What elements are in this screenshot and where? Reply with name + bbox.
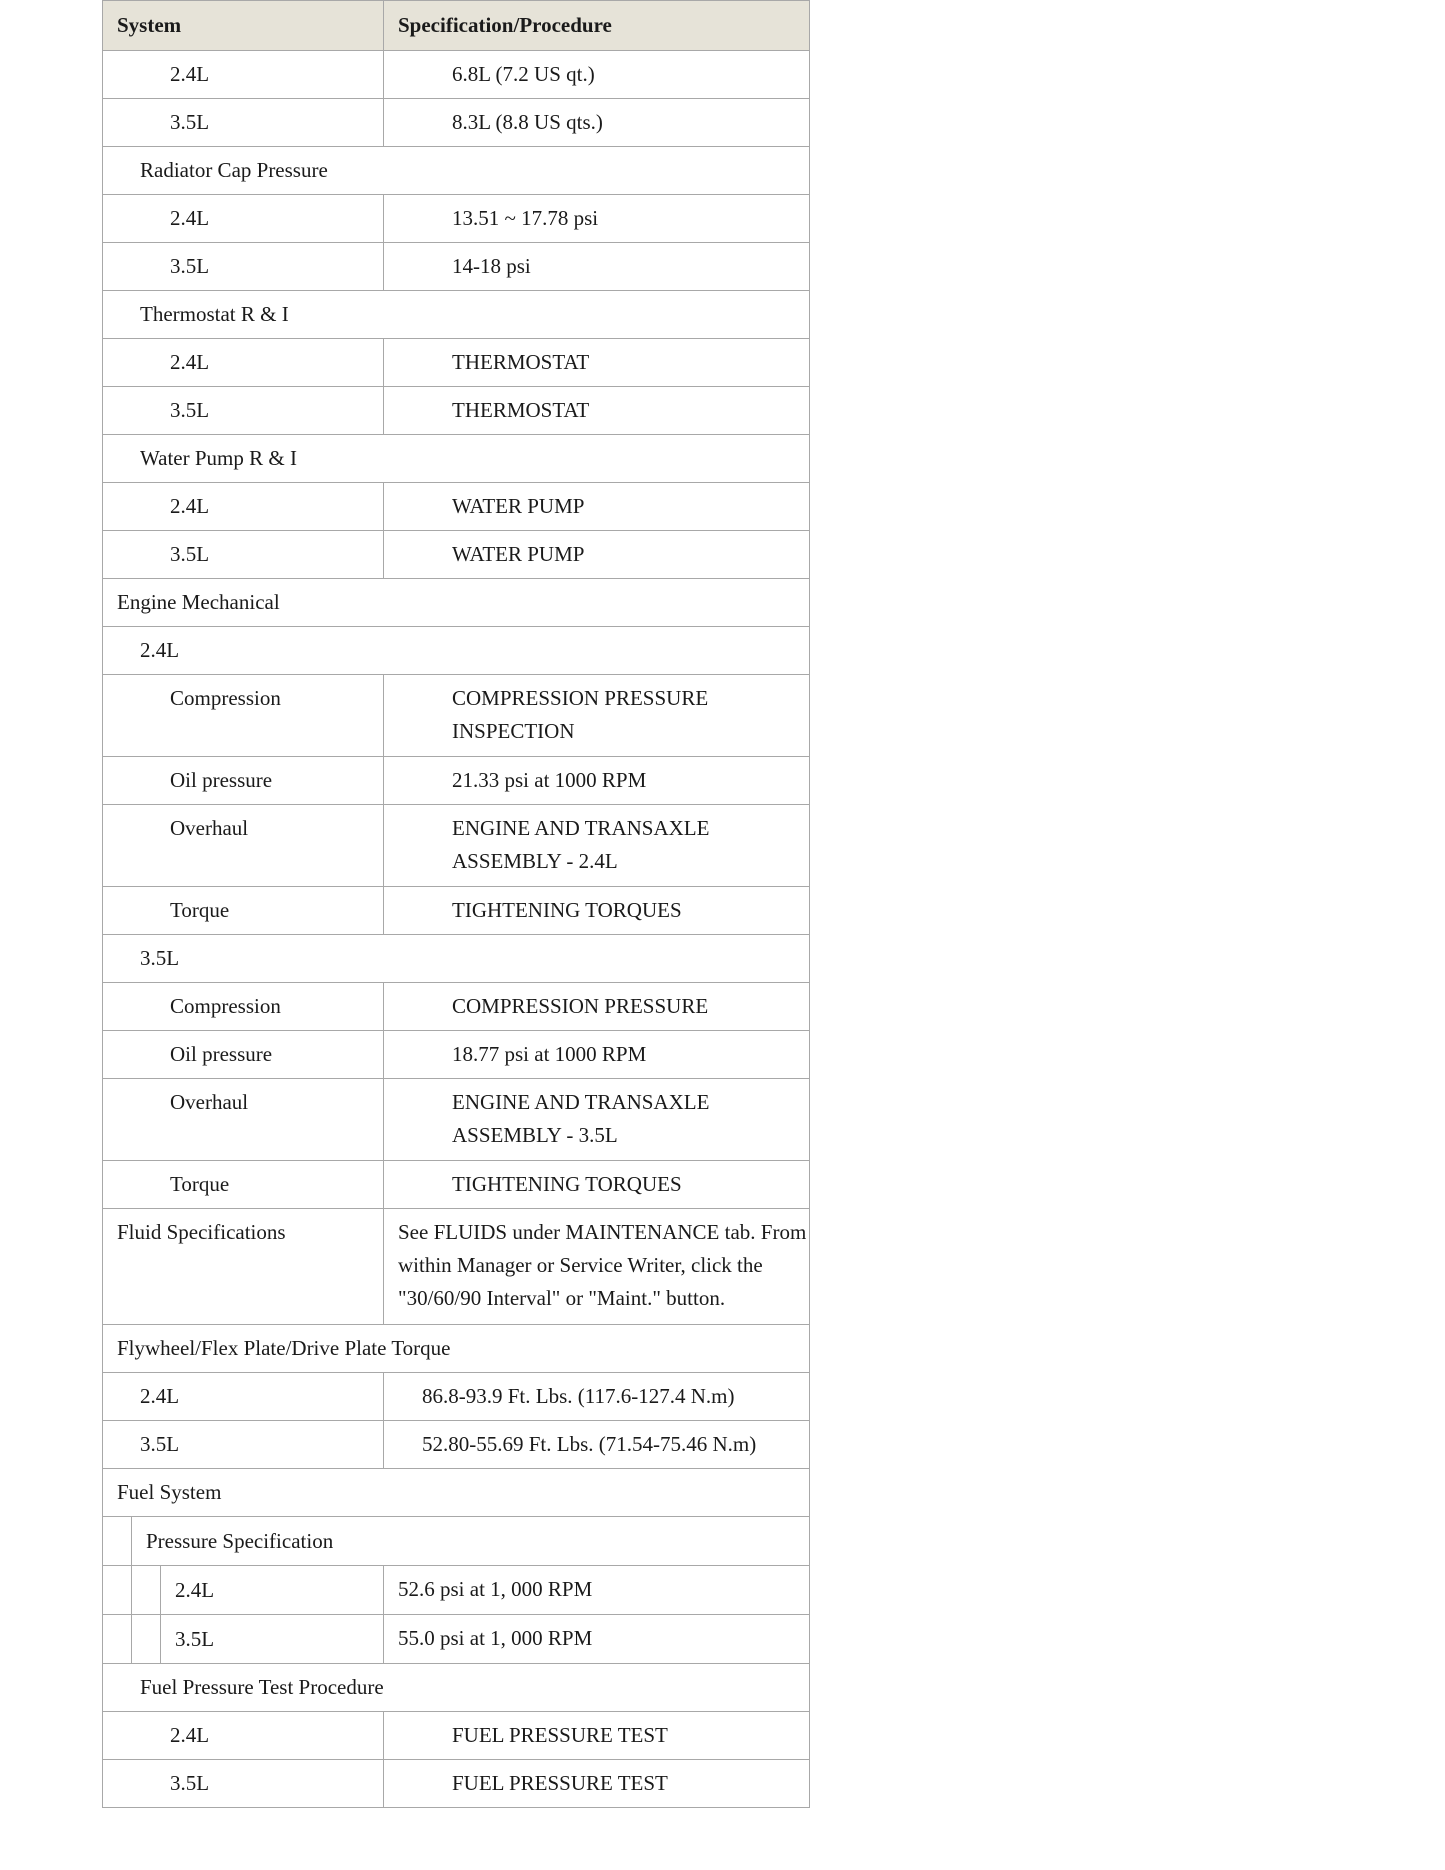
nested-indent [103, 1566, 383, 1614]
section-row [103, 1325, 810, 1373]
row-label: 2.4L [103, 1373, 384, 1421]
row-label: Oil pressure [103, 757, 384, 805]
table-row [103, 1373, 810, 1421]
row-label: Oil pressure [103, 1031, 384, 1079]
section-row [103, 147, 810, 195]
section-label: Fuel System [103, 1469, 810, 1517]
row-label: 2.4L [103, 339, 384, 387]
row-value: 18.77 psi at 1000 RPM [384, 1031, 810, 1079]
section-label: Thermostat R & I [103, 291, 810, 339]
nested-indent [103, 1615, 383, 1663]
table-row [103, 1615, 810, 1664]
subsection-label: Pressure Specification [146, 1529, 334, 1553]
row-label: Compression [103, 983, 384, 1031]
column-header-specification: Specification/Procedure [384, 1, 810, 51]
column-header-system: System [103, 1, 384, 51]
section-label: Radiator Cap Pressure [103, 147, 810, 195]
section-row [103, 291, 810, 339]
table-row [103, 243, 810, 291]
row-label: 3.5L [103, 387, 384, 435]
procedure-link[interactable]: THERMOSTAT [384, 387, 810, 435]
nested-subsection-cell [103, 1517, 810, 1566]
row-label: Torque [103, 1161, 384, 1209]
procedure-link[interactable]: COMPRESSION PRESSURE INSPECTION [384, 675, 810, 757]
section-row [103, 1469, 810, 1517]
indent-bar [103, 1517, 132, 1565]
row-label: Overhaul [103, 805, 384, 887]
table-row [103, 887, 810, 935]
table-row [103, 675, 810, 757]
table-row [103, 983, 810, 1031]
indent-bar [132, 1615, 161, 1663]
subsection-row [103, 627, 810, 675]
row-value: See FLUIDS under MAINTENANCE tab. From within Manager or Service Writer, click the "30/60/90 Interval" or "Maint." button. [384, 1209, 810, 1325]
table-row [103, 1712, 810, 1760]
nested-label-cell [103, 1566, 384, 1615]
procedure-link[interactable]: TIGHTENING TORQUES [384, 1161, 810, 1209]
subsection-row [103, 1517, 810, 1566]
subsection-row [103, 935, 810, 983]
row-value: 21.33 psi at 1000 RPM [384, 757, 810, 805]
procedure-link[interactable]: ENGINE AND TRANSAXLE ASSEMBLY - 2.4L [384, 805, 810, 887]
table-row [103, 757, 810, 805]
row-label: 3.5L [103, 1760, 384, 1808]
row-label: 3.5L [103, 1421, 384, 1469]
table-row [103, 1760, 810, 1808]
table-row [103, 1079, 810, 1161]
nested-indent [103, 1517, 809, 1565]
section-label: Flywheel/Flex Plate/Drive Plate Torque [103, 1325, 810, 1373]
specification-table [102, 0, 810, 1808]
table-row [103, 195, 810, 243]
row-value: 6.8L (7.2 US qt.) [384, 51, 810, 99]
subsection-label: 3.5L [103, 935, 810, 983]
row-label: 2.4L [103, 51, 384, 99]
row-label: 3.5L [175, 1627, 215, 1651]
row-label: Torque [103, 887, 384, 935]
table-row [103, 805, 810, 887]
table-row [103, 483, 810, 531]
row-label: 2.4L [103, 1712, 384, 1760]
table-row [103, 339, 810, 387]
section-row [103, 579, 810, 627]
row-label: 3.5L [103, 243, 384, 291]
row-label: 2.4L [103, 483, 384, 531]
table-row [103, 1421, 810, 1469]
subsection-label: 2.4L [103, 627, 810, 675]
row-label: 2.4L [103, 195, 384, 243]
table-row [103, 99, 810, 147]
section-label: Engine Mechanical [103, 579, 810, 627]
table-row [103, 51, 810, 99]
table-row [103, 1161, 810, 1209]
table-row [103, 1209, 810, 1325]
procedure-link[interactable]: FUEL PRESSURE TEST [384, 1712, 810, 1760]
procedure-link[interactable]: WATER PUMP [384, 531, 810, 579]
row-value: 52.80-55.69 Ft. Lbs. (71.54-75.46 N.m) [384, 1421, 810, 1469]
procedure-link[interactable]: WATER PUMP [384, 483, 810, 531]
row-label: Fluid Specifications [103, 1209, 384, 1325]
row-value: 52.6 psi at 1, 000 RPM [384, 1566, 810, 1615]
section-row [103, 435, 810, 483]
row-value: 55.0 psi at 1, 000 RPM [384, 1615, 810, 1664]
indent-bar [132, 1566, 161, 1614]
row-value: 13.51 ~ 17.78 psi [384, 195, 810, 243]
procedure-link[interactable]: ENGINE AND TRANSAXLE ASSEMBLY - 3.5L [384, 1079, 810, 1161]
procedure-link[interactable]: THERMOSTAT [384, 339, 810, 387]
procedure-link[interactable]: FUEL PRESSURE TEST [384, 1760, 810, 1808]
table-row [103, 1031, 810, 1079]
row-label: Compression [103, 675, 384, 757]
subsection-label: Fuel Pressure Test Procedure [103, 1664, 810, 1712]
table-row [103, 531, 810, 579]
row-label: 2.4L [175, 1578, 215, 1602]
row-label: Overhaul [103, 1079, 384, 1161]
row-label: 3.5L [103, 531, 384, 579]
table-header-row [103, 1, 810, 51]
procedure-link[interactable]: COMPRESSION PRESSURE [384, 983, 810, 1031]
subsection-row [103, 1664, 810, 1712]
row-value: 14-18 psi [384, 243, 810, 291]
nested-label-cell [103, 1615, 384, 1664]
procedure-link[interactable]: TIGHTENING TORQUES [384, 887, 810, 935]
table-row [103, 1566, 810, 1615]
row-label: 3.5L [103, 99, 384, 147]
indent-bar [103, 1566, 132, 1614]
section-label: Water Pump R & I [103, 435, 810, 483]
row-value: 86.8-93.9 Ft. Lbs. (117.6-127.4 N.m) [384, 1373, 810, 1421]
table-row [103, 387, 810, 435]
indent-bar [103, 1615, 132, 1663]
row-value: 8.3L (8.8 US qts.) [384, 99, 810, 147]
